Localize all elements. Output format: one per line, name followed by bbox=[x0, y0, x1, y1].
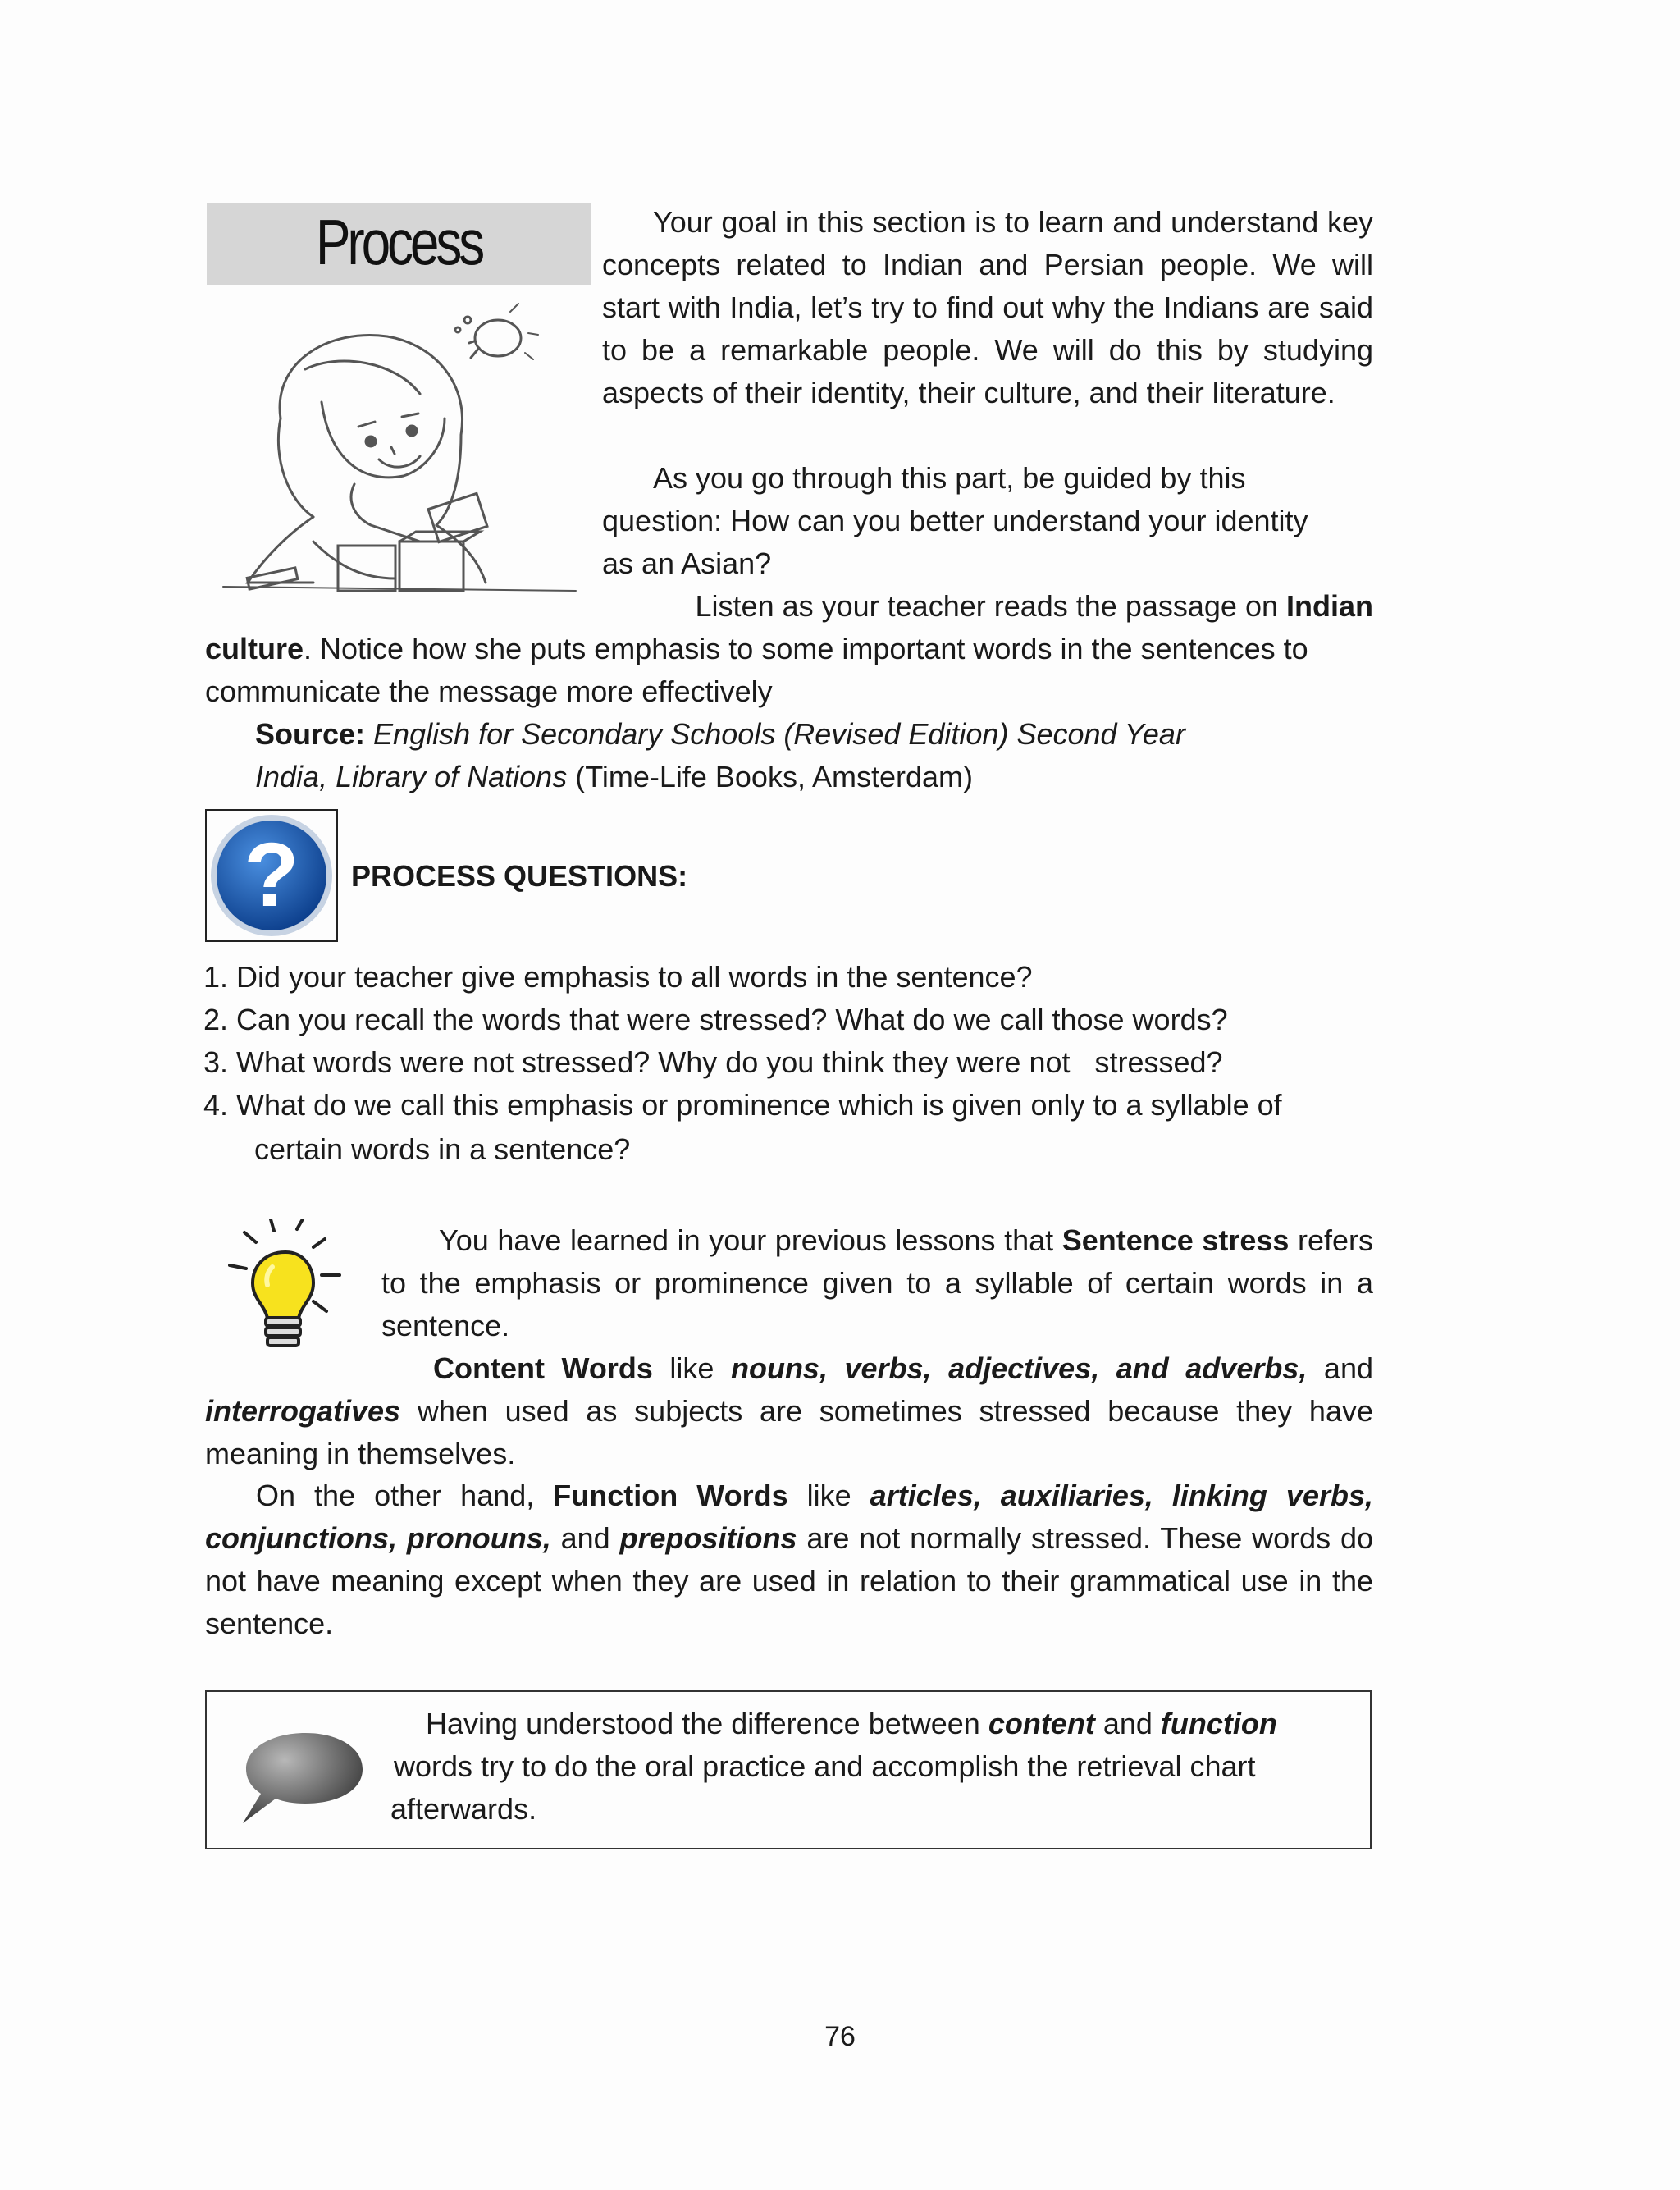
source-title-2: India, Library of Nations bbox=[255, 760, 568, 793]
list-item-continued: certain words in a sentence? bbox=[254, 1132, 631, 1166]
guide-line-1: As you go through this part, be guided by this bbox=[653, 461, 1246, 495]
source-title: English for Secondary Schools (Revised Edition) Second Year bbox=[365, 717, 1185, 751]
list-item: 3. What words were not stressed? Why do you think they were not stressed? bbox=[203, 1045, 1223, 1079]
question-mark-icon bbox=[207, 811, 336, 940]
listen-line-3: communicate the message more effectively bbox=[205, 674, 773, 708]
source-publisher: (Time-Life Books, Amsterdam) bbox=[567, 760, 973, 793]
term-function-words: Function Words bbox=[553, 1479, 788, 1512]
retrieval-chart-instruction: Having understood the difference between content and function words try to do the oral practice and accomplish the retrieval chart afterwards. bbox=[390, 1707, 1277, 1826]
process-questions-list bbox=[203, 956, 1376, 1171]
process-banner bbox=[207, 203, 591, 285]
process-questions-title: PROCESS QUESTIONS: bbox=[351, 859, 688, 893]
svg-text:?: ? bbox=[244, 825, 299, 926]
listen-paragraph bbox=[205, 585, 1373, 713]
guide-line-3: as an Asian? bbox=[602, 546, 772, 580]
listen-line-2: culture. Notice how she puts emphasis to some important words in the sentences to bbox=[205, 632, 1308, 665]
page-number: 76 bbox=[824, 2021, 856, 2052]
speech-bubble-icon bbox=[240, 1730, 371, 1828]
list-item: 4. What do we call this emphasis or prominence which is given only to a syllable of bbox=[203, 1088, 1282, 1122]
term-content-words: Content Words bbox=[433, 1351, 653, 1385]
guide-line-2: question: How can you better understand your identity bbox=[602, 504, 1308, 537]
function-words-paragraph: On the other hand, Function Words like articles, auxiliaries, linking verbs, conjunctions, pronouns, and prepositions are not normally stressed. These words do not have meaning except when they are used in relation to their grammatical use in the sentence. bbox=[205, 1479, 1373, 1640]
banner-title: Process bbox=[315, 206, 482, 278]
girl-with-blocks-illustration bbox=[215, 295, 600, 601]
list-item: 1. Did your teacher give emphasis to all words in the sentence? bbox=[203, 960, 1033, 994]
list-item: 2. Can you recall the words that were stressed? What do we call those words? bbox=[203, 1003, 1228, 1036]
term-sentence-stress: Sentence stress bbox=[1061, 1223, 1290, 1257]
guide-question-paragraph bbox=[602, 457, 1373, 585]
source-label: Source: bbox=[255, 717, 366, 751]
source-citation bbox=[255, 713, 1371, 798]
process-questions-icon-frame bbox=[205, 809, 338, 942]
sentence-stress-paragraph: You have learned in your previous lessons that Sentence stress refers to the emphasis or prominence given to a syllable of certain words in a sentence. bbox=[381, 1223, 1373, 1342]
listen-line-1: Listen as your teacher reads the passage on Indian bbox=[695, 589, 1373, 623]
intro-paragraph: Your goal in this section is to learn and understand key concepts related to Indian and Persian people. We will start with India, let’s try to find out why the Indians are said to be a remarkable people. We will do this by studying aspects of their identity, their culture, and their literature. bbox=[602, 205, 1373, 409]
lightbulb-icon bbox=[223, 1219, 354, 1359]
content-words-paragraph: Content Words like nouns, verbs, adjectives, and adverbs, and interrogatives when used as subjects are sometimes stressed because they have meaning in themselves. bbox=[205, 1351, 1373, 1470]
